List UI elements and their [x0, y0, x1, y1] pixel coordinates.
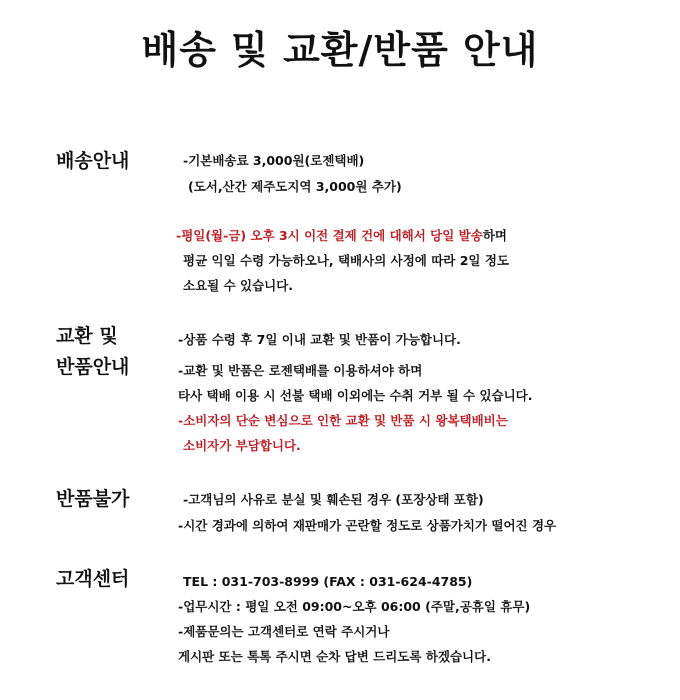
- exchange-courier-text: -교환 및 반품은 로젠택배를 이용하셔야 하며: [178, 363, 423, 378]
- phone-fax-text: TEL : 031-703-8999 (FAX : 031-624-4785): [183, 574, 473, 589]
- inquiry-text: -제품문의는 고객센터로 연락 주시거나: [178, 624, 390, 639]
- exchange-heading-line1: 교환 및: [56, 325, 118, 347]
- same-day-shipping-highlight: -평일(월-금) 오후 3시 이전 결제 건에 대해서 당일 발송: [176, 228, 483, 243]
- shipping-extra-fee-text: (도서,산간 제주도지역 3,000원 추가): [188, 179, 402, 194]
- same-day-shipping-text: [176, 228, 507, 243]
- customer-center-heading: 고객센터: [56, 568, 130, 590]
- shipping-fee-text: -기본배송료 3,000원(로젠택배): [183, 153, 365, 168]
- no-return-heading: 반품불가: [56, 488, 130, 510]
- delivery-time-text: 평균 익일 수령 가능하오나, 택배사의 사정에 따라 2일 정도: [183, 253, 509, 268]
- no-return-reason-1: -고객님의 사유로 분실 및 훼손된 경우 (포장상태 포함): [183, 492, 484, 507]
- inquiry-text-cont: 게시판 또는 톡톡 주시면 순차 답변 드리도록 하겠습니다.: [178, 649, 491, 664]
- exchange-period-text: -상품 수령 후 7일 이내 교환 및 반품이 가능합니다.: [178, 332, 461, 347]
- page-title: 배송 및 교환/반품 안내: [141, 28, 539, 72]
- exchange-shipping-cost-text: -소비자의 단순 변심으로 인한 교환 및 반품 시 왕복택배비는: [178, 413, 508, 428]
- shipping-heading: 배송안내: [56, 150, 130, 172]
- delivery-time-text-cont: 소요될 수 있습니다.: [183, 278, 294, 293]
- exchange-shipping-cost-text-cont: 소비자가 부담합니다.: [183, 438, 301, 453]
- same-day-shipping-suffix: 하며: [482, 228, 507, 243]
- exchange-heading-line2: 반품안내: [56, 356, 130, 378]
- no-return-reason-2: -시간 경과에 의하여 재판매가 곤란할 정도로 상품가치가 떨어진 경우: [178, 518, 557, 533]
- business-hours-text: -업무시간 : 평일 오전 09:00~오후 06:00 (주말,공휴일 휴무): [178, 599, 531, 614]
- exchange-refusal-text: 타사 택배 이용 시 선불 택배 이외에는 수취 거부 될 수 있습니다.: [178, 388, 533, 403]
